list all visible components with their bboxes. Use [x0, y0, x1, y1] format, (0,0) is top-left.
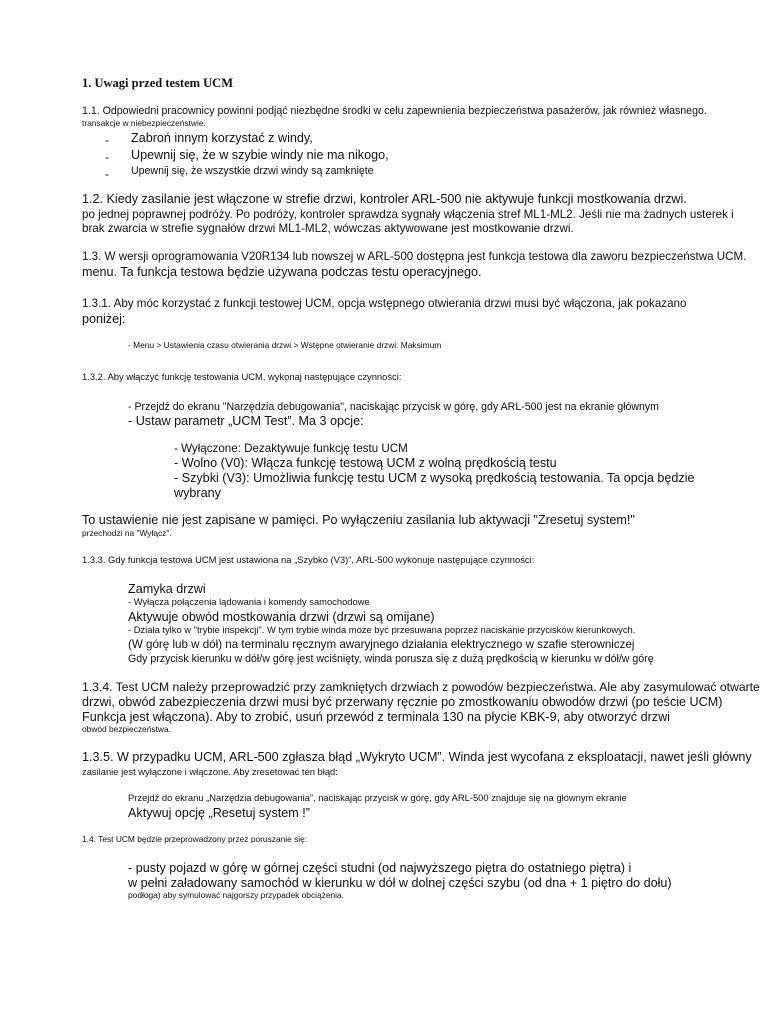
menu-path: - Menu > Ustawienia czasu otwierania drzwi > Wstępne otwieranie drzwi: Maksimum — [128, 340, 442, 350]
step-item: - Przejdź do ekranu "Narzędzia debugowania", naciskając przycisk w górę, gdy ARL-500 jest na ekranie głównym — [128, 401, 660, 413]
section-1-4-line1: 1.4. Test UCM będzie przeprowadzony przez poruszanie się: — [82, 834, 308, 844]
bullet-item: Upewnij się, że w szybie windy nie ma nikogo, — [131, 148, 389, 162]
section-1-3-1-line1: 1.3.1. Aby móc korzystać z funkcji testowej UCM, opcja wstępnego otwierania drzwi musi być włączona, jak pokazano — [82, 297, 687, 310]
bullet-item: Zabroń innym korzystać z windy, — [131, 131, 313, 145]
option-item: wybrany — [174, 486, 221, 500]
action-item: (W górę lub w dół) na terminalu ręcznym awaryjnego działania elektrycznego w szafie sterowniczej — [128, 638, 635, 651]
bullet-dash: - — [105, 133, 109, 147]
section-1-1-line2: transakcje w niebezpieczeństwie. — [82, 118, 206, 128]
section-1-3-2-line1: 1.3.2. Aby włączyć funkcję testowania UCM, wykonaj następujące czynności: — [82, 371, 402, 382]
section-1-1-line1: 1.1. Odpowiedni pracownicy powinni podjąć niezbędne środki w celu zapewnienia bezpieczeństwa pasażerów, jak również własnego. — [82, 105, 707, 117]
option-item: - Wyłączone: Dezaktywuje funkcję testu UCM — [174, 442, 408, 455]
option-item: - Wolno (V0): Włącza funkcję testową UCM z wolną prędkością testu — [174, 456, 557, 470]
section-1-3-4-line2: drzwi, obwód zabezpieczenia drzwi musi być przerwany ręcznie po zmostkowaniu obwodów drzwi (po teście UCM) — [82, 695, 723, 709]
section-1-3-5-line1: 1.3.5. W przypadku UCM, ARL-500 zgłasza błąd „Wykryto UCM”. Winda jest wycofana z eksploatacji, nawet jeśli główny — [82, 750, 752, 764]
load-case-line: - pusty pojazd w górę w górnej części studni (od najwyższego piętra do ostatniego piętra) i — [128, 861, 632, 875]
section-1-2-line3: brak zwarcia w strefie sygnałów drzwi ML1-ML2, wówczas aktywowane jest mostkowanie drzwi. — [82, 222, 574, 235]
bullet-dash: - — [105, 150, 109, 164]
section-1-3-3-line1: 1.3.3. Gdy funkcja testowa UCM jest ustawiona na „Szybko (V3)”, ARL-500 wykonuje następujące czynności: — [82, 554, 535, 565]
note-line: przechodzi na "Wyłącz". — [82, 528, 172, 538]
reset-step: Przejdź do ekranu „Narzędzia debugowania”, naciskając przycisk w górę, gdy ARL-500 znajduje się na głównym ekranie — [128, 792, 627, 803]
section-1-3-line1: 1.3. W wersji oprogramowania V20R134 lub nowszej w ARL-500 dostępna jest funkcja testowa dla zaworu bezpieczeństwa UCM. — [82, 250, 747, 263]
note-line: To ustawienie nie jest zapisane w pamięci. Po wyłączeniu zasilania lub aktywacji "Zresetuj system!" — [82, 513, 635, 527]
load-case-line: podłoga) aby symulować najgorszy przypadek obciążenia. — [128, 890, 345, 900]
action-item: - Wyłącza połączenia lądowania i komendy samochodowe — [128, 596, 370, 607]
step-item: - Ustaw parametr „UCM Test”. Ma 3 opcje: — [128, 414, 364, 428]
bullet-item: Upewnij się, że wszystkie drzwi windy są zamknięte — [131, 165, 374, 177]
action-item: Gdy przycisk kierunku w dół/w górę jest wciśnięty, winda porusza się z dużą prędkością w kierunku w dół/w górę — [128, 653, 654, 665]
section-1-3-1-line2: poniżej: — [82, 312, 126, 326]
section-1-2-line1: 1.2. Kiedy zasilanie jest włączone w strefie drzwi, kontroler ARL-500 nie aktywuje funkcji mostkowania drzwi. — [82, 192, 687, 206]
reset-step: Aktywuj opcję „Resetuj system !” — [128, 806, 310, 820]
action-item: Aktywuje obwód mostkowania drzwi (drzwi są omijane) — [128, 610, 435, 624]
section-1-3-4-line4: obwód bezpieczeństwa. — [82, 724, 171, 734]
page-title: 1. Uwagi przed testem UCM — [82, 76, 234, 90]
action-item: - Działa tylko w "trybie inspekcji". W tym trybie winda może być przesuwana poprzez naciskanie przycisków kierunkowych. — [128, 624, 636, 635]
section-1-3-5-line2: zasilanie jest wyłączone i włączone. Aby zresetować ten błąd: — [82, 766, 338, 777]
section-1-2-line2: po jednej poprawnej podróży. Po podróży, kontroler sprawdza sygnały włączenia stref ML1-ML2. Jeśli nie ma żadnych usterek i — [82, 208, 734, 221]
section-1-3-line2: menu. Ta funkcja testowa będzie używana podczas testu operacyjnego. — [82, 265, 482, 279]
section-1-3-4-line1: 1.3.4. Test UCM należy przeprowadzić przy zamkniętych drzwiach z powodów bezpieczeństwa. Ale aby zasymulować otwarte — [82, 680, 760, 694]
section-1-3-4-line3: Funkcja jest włączona). Aby to zrobić, usuń przewód z terminala 130 na płycie KBK-9, aby otworzyć drzwi — [82, 710, 670, 724]
bullet-dash: - — [105, 167, 109, 181]
action-item: Zamyka drzwi — [128, 582, 206, 596]
option-item: - Szybki (V3): Umożliwia funkcję testu UCM z wysoką prędkością testowania. Ta opcja będzie — [174, 471, 695, 485]
load-case-line: w pełni załadowany samochód w kierunku w dół w dolnej części szybu (od dna + 1 piętro do dołu) — [128, 876, 672, 890]
